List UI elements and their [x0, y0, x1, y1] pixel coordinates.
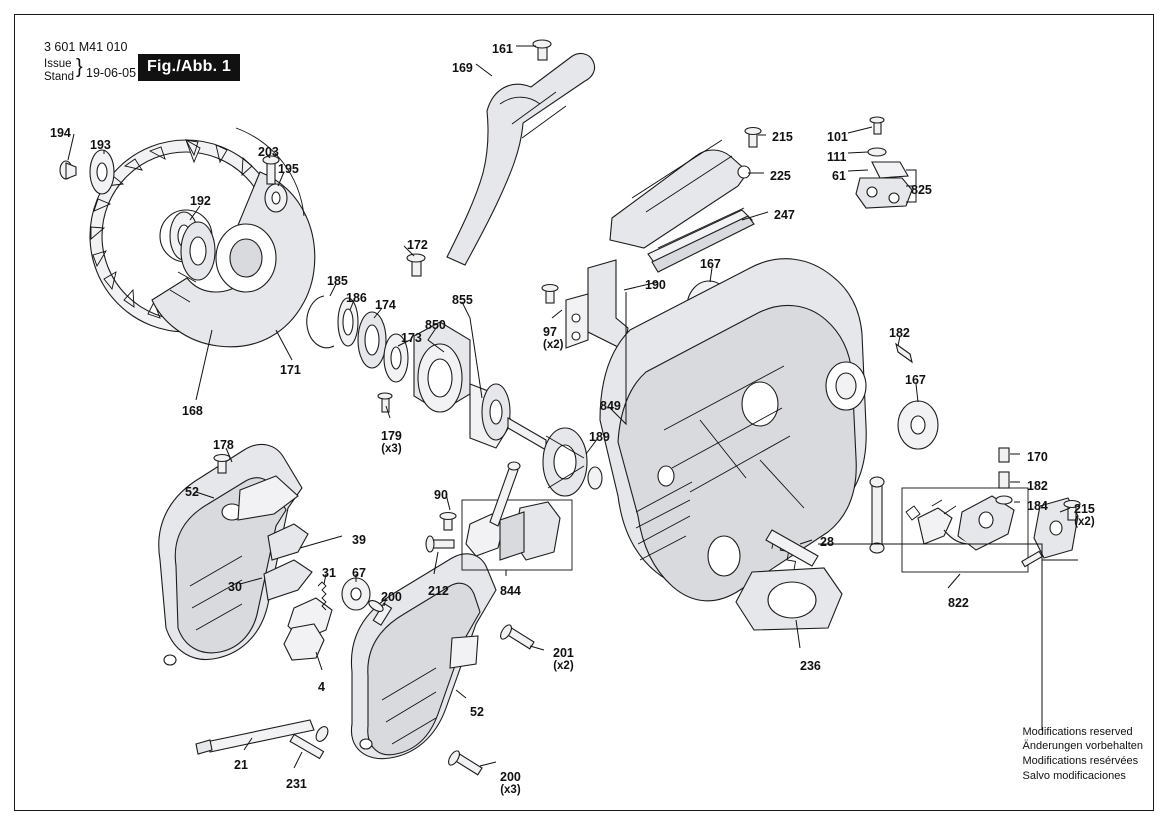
- callout-849: [600, 399, 621, 413]
- callout-number: 171: [280, 363, 301, 377]
- callout-number: 203: [258, 145, 279, 159]
- issue-label: Issue: [44, 58, 72, 70]
- callout-number: 200: [500, 770, 521, 784]
- callout-174: [375, 298, 396, 312]
- callout-90: [434, 488, 448, 502]
- screw-90: [440, 513, 456, 531]
- callout-171: [280, 363, 301, 377]
- callout-170: [1027, 450, 1048, 464]
- callout-number: 844: [500, 584, 521, 598]
- housing-half-52-right: [351, 554, 496, 759]
- part-number: 3 601 M41 010: [44, 40, 128, 54]
- callout-number: 186: [346, 291, 367, 305]
- callout-number: 212: [428, 584, 449, 598]
- callout-number: 247: [774, 208, 795, 222]
- callout-number: 101: [827, 130, 848, 144]
- callout-172: [407, 238, 428, 252]
- callout-195: [278, 162, 299, 176]
- callout-number: 67: [352, 566, 366, 580]
- callout-number: 161: [492, 42, 513, 56]
- callout-67: [352, 566, 366, 580]
- callout-number: 31: [322, 566, 336, 580]
- callout-225: [770, 169, 791, 183]
- callout-qty: (x2): [1074, 516, 1095, 528]
- callout-number: 167: [905, 373, 926, 387]
- callout-52b: [470, 705, 484, 719]
- callout-number: 195: [278, 162, 299, 176]
- callout-qty: (x3): [381, 443, 402, 455]
- callout-number: 189: [589, 430, 610, 444]
- stand-label: Stand: [44, 70, 75, 83]
- callout-number: 179: [381, 429, 402, 443]
- issue-brace: }: [76, 56, 83, 78]
- flange-193: [90, 150, 114, 194]
- callout-number: 52: [185, 485, 199, 499]
- callout-number: 231: [286, 777, 307, 791]
- callout-qty: (x2): [553, 660, 574, 672]
- callout-number: 215: [1074, 502, 1095, 516]
- callout-185: [327, 274, 348, 288]
- footer-note-line: Änderungen vorbehalten: [1022, 740, 1143, 753]
- callout-186: [346, 291, 367, 305]
- callout-number: 90: [434, 488, 448, 502]
- callout-200b: [500, 770, 521, 797]
- callout-30: [228, 580, 242, 594]
- callout-21: [234, 758, 248, 772]
- footer-note-line: Modifications resérvées: [1022, 755, 1139, 768]
- callout-number: 170: [1027, 450, 1048, 464]
- callout-4: [318, 680, 325, 694]
- callout-161: [492, 42, 513, 56]
- callout-number: 97: [543, 325, 557, 339]
- callout-number: 4: [318, 680, 325, 694]
- callout-193: [90, 138, 111, 152]
- lever-169: [447, 54, 595, 265]
- callout-number: 849: [600, 399, 621, 413]
- callout-number: 174: [375, 298, 396, 312]
- callout-31: [322, 566, 336, 580]
- callout-850: [425, 318, 446, 332]
- callout-number: 169: [452, 61, 473, 75]
- callout-number: 184: [1027, 499, 1048, 513]
- callout-189: [589, 430, 610, 444]
- callout-number: 182: [1027, 479, 1048, 493]
- callout-169: [452, 61, 473, 75]
- callout-number: 168: [182, 404, 203, 418]
- callout-number: 225: [770, 169, 791, 183]
- footer-note-line: Modifications reserved: [1022, 725, 1133, 738]
- callout-number: 21: [234, 758, 248, 772]
- callout-844: [500, 584, 521, 598]
- screw-172: [407, 254, 425, 276]
- screw-215-top: [745, 128, 761, 148]
- callout-qty: (x2): [543, 339, 564, 351]
- bracket-825: [856, 178, 912, 208]
- callout-number: 822: [948, 596, 969, 610]
- callout-192: [190, 194, 211, 208]
- callout-number: 236: [800, 659, 821, 673]
- screws-97: [542, 285, 558, 304]
- callout-number: 185: [327, 274, 348, 288]
- callout-97: [543, 325, 563, 352]
- callout-190: [645, 278, 666, 292]
- callout-number: 192: [190, 194, 211, 208]
- plate-61: [872, 162, 908, 178]
- callout-167b: [905, 373, 926, 387]
- callout-number: 61: [832, 169, 846, 183]
- pin-182-a: [896, 344, 912, 362]
- callout-184: [1027, 499, 1048, 513]
- callout-178: [213, 438, 234, 452]
- pin-182-b: [999, 472, 1009, 488]
- callout-number: 39: [352, 533, 366, 547]
- callout-194: [50, 126, 71, 140]
- callout-number: 193: [90, 138, 111, 152]
- callout-39: [352, 533, 366, 547]
- footer-notes: [1023, 725, 1143, 784]
- callout-number: 167: [700, 257, 721, 271]
- callout-182b: [1027, 479, 1048, 493]
- callout-number: 28: [820, 535, 834, 549]
- callout-number: 178: [213, 438, 234, 452]
- callout-number: 182: [889, 326, 910, 340]
- pin-101: [870, 117, 884, 134]
- callout-number: 215: [772, 130, 793, 144]
- washer-111: [868, 148, 886, 156]
- callout-52a: [185, 485, 199, 499]
- bracket-190: [566, 260, 628, 350]
- callout-182a: [889, 326, 910, 340]
- callout-247: [774, 208, 795, 222]
- washer-184: [996, 496, 1012, 504]
- callout-number: 52: [470, 705, 484, 719]
- callout-215b: [1074, 502, 1095, 529]
- washer-194: [60, 161, 76, 179]
- callout-201: [553, 646, 574, 673]
- callout-825: [911, 183, 932, 197]
- callout-61: [832, 169, 846, 183]
- washer-167-b: [898, 401, 938, 449]
- callout-number: 200: [381, 590, 402, 604]
- callout-number: 173: [401, 331, 422, 345]
- callout-167a: [700, 257, 721, 271]
- pin-170: [999, 448, 1009, 462]
- callout-212: [428, 584, 449, 598]
- callout-236: [800, 659, 821, 673]
- screw-212: [426, 536, 454, 552]
- callout-number: 850: [425, 318, 446, 332]
- screw-161: [533, 40, 551, 60]
- callout-822: [948, 596, 969, 610]
- footer-note-line: Salvo modificaciones: [1022, 770, 1126, 783]
- callout-231: [286, 777, 307, 791]
- screws-179: [378, 393, 392, 412]
- callout-number: 855: [452, 293, 473, 307]
- callout-179: [381, 429, 402, 456]
- main-housing: [600, 259, 866, 601]
- screws-200-b: [446, 749, 482, 775]
- callout-215a: [772, 130, 793, 144]
- callout-number: 30: [228, 580, 242, 594]
- callout-111: [827, 150, 846, 164]
- figure-tag: Fig./Abb. 1: [138, 54, 240, 81]
- callout-168: [182, 404, 203, 418]
- callout-qty: (x3): [500, 784, 521, 796]
- callout-173: [401, 331, 422, 345]
- callout-203: [258, 145, 279, 159]
- callout-200a: [381, 590, 402, 604]
- plate-236: [736, 568, 842, 630]
- callout-number: 172: [407, 238, 428, 252]
- callout-101: [827, 130, 848, 144]
- callout-28: [820, 535, 834, 549]
- callout-855: [452, 293, 473, 307]
- issue-date: 19-06-05: [86, 66, 137, 80]
- screws-201: [498, 623, 534, 649]
- callout-number: 194: [50, 126, 71, 140]
- callout-number: 201: [553, 646, 574, 660]
- callout-number: 190: [645, 278, 666, 292]
- callout-number: 825: [911, 183, 932, 197]
- washer-195: [265, 184, 287, 212]
- callout-number: 111: [827, 150, 847, 164]
